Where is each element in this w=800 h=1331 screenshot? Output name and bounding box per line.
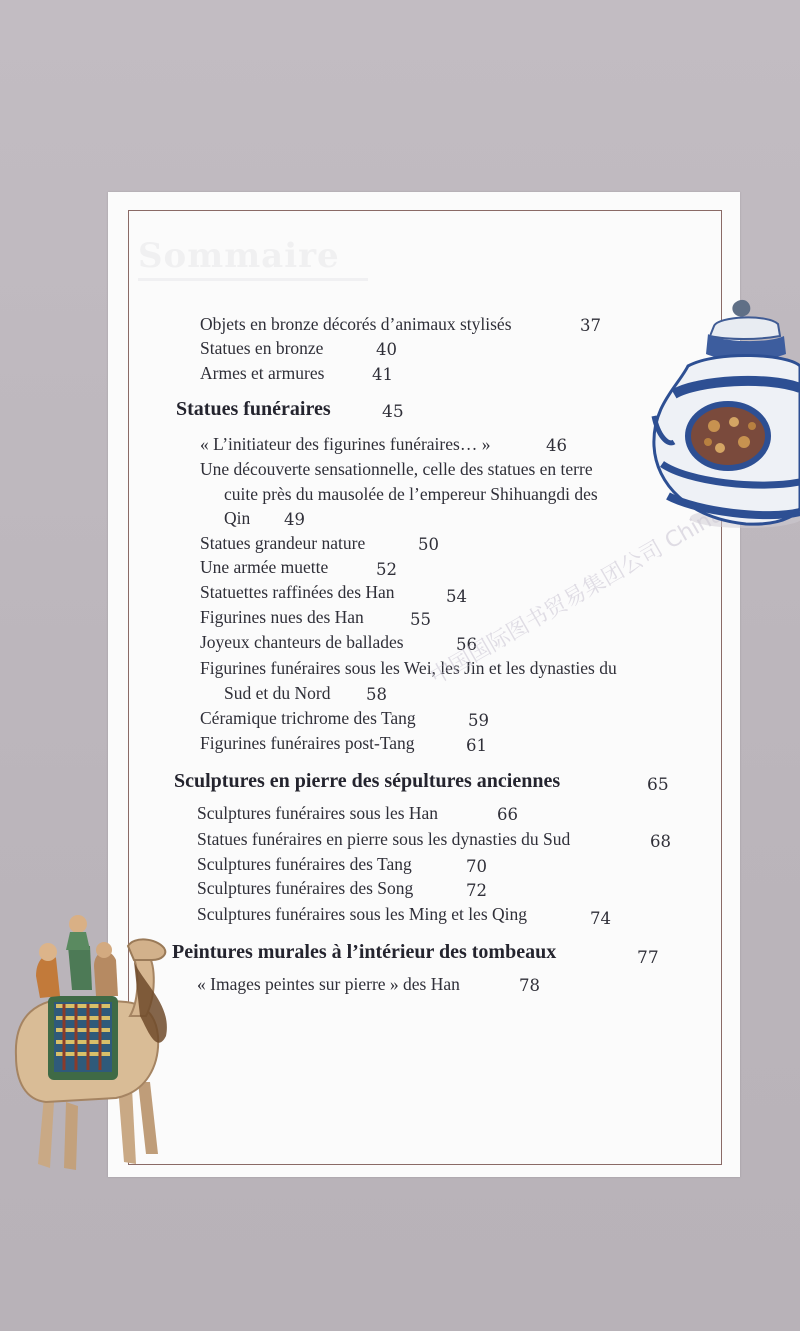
toc-entry: Céramique trichrome des Tang xyxy=(200,708,416,728)
toc-entry: Statuettes raffinées des Han xyxy=(200,582,395,602)
toc-page-number: 58 xyxy=(366,685,387,704)
toc-page-number: 72 xyxy=(466,881,487,900)
toc-page-number: 61 xyxy=(466,736,487,755)
toc-entry: Figurines nues des Han xyxy=(200,607,364,627)
toc-entry: Sculptures funéraires des Tang xyxy=(197,854,412,874)
porcelain-jar-image xyxy=(648,296,800,536)
toc-page-number: 59 xyxy=(468,711,489,730)
toc-page-number: 56 xyxy=(456,635,477,654)
toc-entry: Une découverte sensationnelle, celle des statues en terre xyxy=(200,459,593,479)
faded-title: Sommaire xyxy=(138,236,340,276)
toc-section-heading: Peintures murales à l’intérieur des tombeaux xyxy=(172,941,557,963)
toc-page-number: 65 xyxy=(647,775,669,795)
toc-page-number: 49 xyxy=(284,510,305,529)
toc-entry: Statues grandeur nature xyxy=(200,533,366,553)
toc-entry: Une armée muette xyxy=(200,557,329,577)
publisher-watermark: 中国国际图书贸易集团公司 China xyxy=(426,501,728,690)
toc-page-number: 37 xyxy=(580,316,601,335)
toc-page-number: 68 xyxy=(650,832,671,851)
toc-page-number: 66 xyxy=(497,805,518,824)
toc-entry: Figurines funéraires sous les Wei, les Jin et les dynasties du xyxy=(200,658,617,678)
toc-entry: Armes et armures xyxy=(200,363,325,383)
toc-page-number: 41 xyxy=(372,365,393,384)
toc-page-number: 45 xyxy=(382,402,404,422)
toc-entry: Figurines funéraires post-Tang xyxy=(200,733,415,753)
toc-entry: Sculptures funéraires sous les Han xyxy=(197,803,439,823)
toc-page-number: 78 xyxy=(519,976,540,995)
toc-entry-continuation: Qin xyxy=(224,508,251,528)
toc-entry: Sculptures funéraires sous les Ming et les Qing xyxy=(197,904,528,924)
toc-page-number: 40 xyxy=(376,340,397,359)
tang-camel-figurine-image xyxy=(6,906,184,1176)
toc-entry: Joyeux chanteurs de ballades xyxy=(200,632,404,652)
toc-entry: Statues en bronze xyxy=(200,338,324,358)
toc-page-number: 77 xyxy=(637,948,659,968)
toc-section-heading: Statues funéraires xyxy=(176,398,331,420)
toc-section-heading: Sculptures en pierre des sépultures anciennes xyxy=(174,770,561,792)
toc-page-number: 74 xyxy=(590,909,611,928)
toc-entry: Sculptures funéraires des Song xyxy=(197,878,414,898)
toc-entry-continuation: cuite près du mausolée de l’empereur Shihuangdi des xyxy=(224,484,598,504)
toc-page-number: 54 xyxy=(446,587,467,606)
toc-entry: Objets en bronze décorés d’animaux stylisés xyxy=(200,314,512,334)
toc-page-number: 55 xyxy=(410,610,431,629)
toc-page-number: 70 xyxy=(466,857,487,876)
toc-page-number: 50 xyxy=(418,535,439,554)
faded-title-rule xyxy=(138,278,368,281)
toc-entry-continuation: Sud et du Nord xyxy=(224,683,331,703)
toc-entry: « L’initiateur des figurines funéraires… » xyxy=(200,434,491,454)
toc-page-number: 52 xyxy=(376,560,397,579)
toc-entry: « Images peintes sur pierre » des Han xyxy=(197,974,460,994)
toc-page-number: 46 xyxy=(546,436,567,455)
toc-entry: Statues funéraires en pierre sous les dynasties du Sud xyxy=(197,829,571,849)
